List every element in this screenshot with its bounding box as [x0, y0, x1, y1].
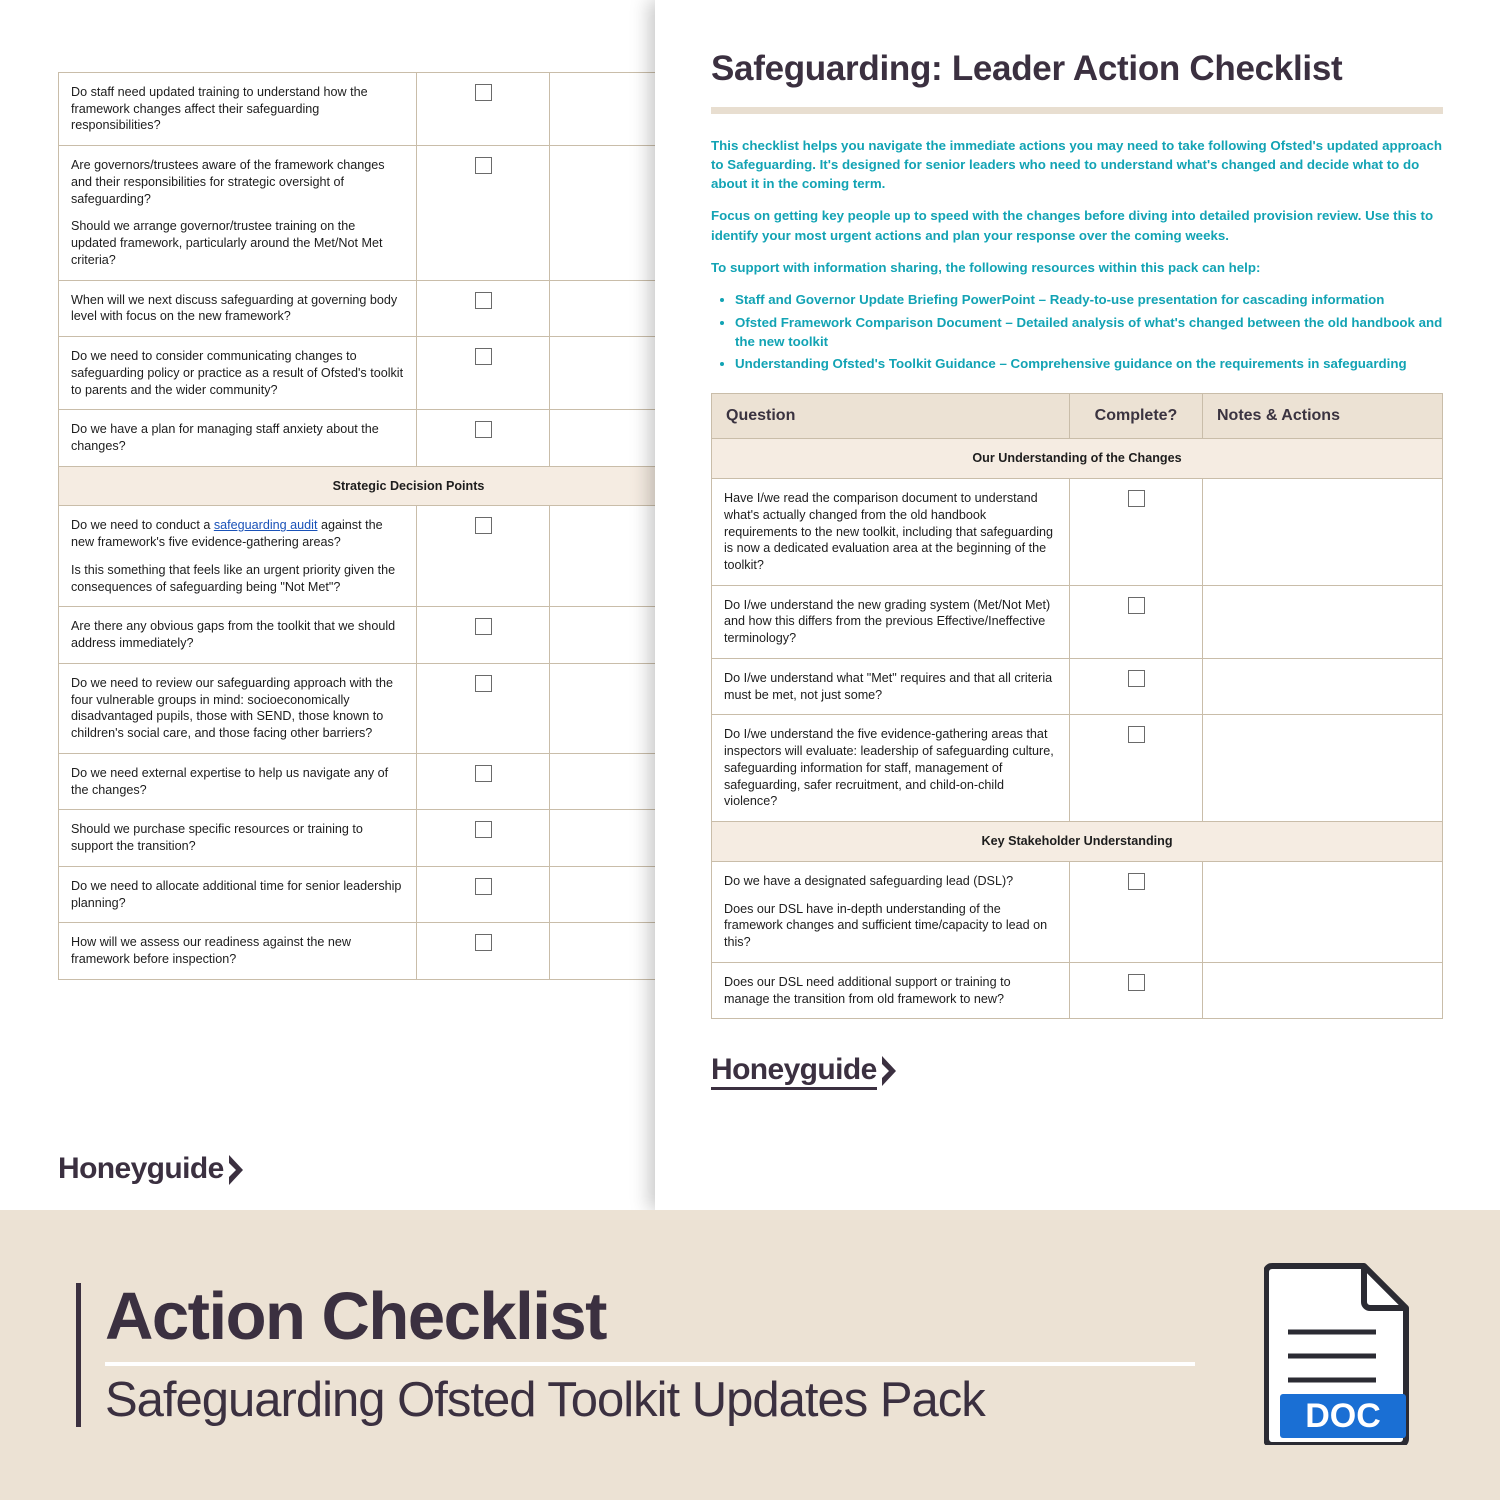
- section-heading: Our Understanding of the Changes: [712, 439, 1443, 479]
- doc-file-icon: [1264, 1260, 1414, 1450]
- logo-underline: [711, 1087, 877, 1090]
- question-cell: Do I/we understand what "Met" requires and that all criteria must be met, not just some?: [712, 658, 1070, 714]
- table-row: [59, 337, 701, 410]
- question-cell: Do we have a designated safeguarding lead (DSL)? Does our DSL have in-depth understanding of the framework changes and sufficient time/capacity to lead on this?: [712, 861, 1070, 962]
- complete-cell[interactable]: [1070, 479, 1203, 586]
- table-row: [59, 810, 701, 866]
- complete-cell[interactable]: [417, 337, 550, 410]
- complete-cell[interactable]: [417, 810, 550, 866]
- notes-cell[interactable]: [1203, 658, 1443, 714]
- complete-cell[interactable]: [1070, 861, 1203, 962]
- question-cell: Do we need external expertise to help us navigate any of the changes?: [59, 753, 417, 809]
- checkbox[interactable]: [475, 878, 492, 895]
- notes-cell[interactable]: [1203, 962, 1443, 1018]
- banner-title: Action Checklist: [105, 1279, 606, 1355]
- question-cell: Should we purchase specific resources or training to support the transition?: [59, 810, 417, 866]
- table-row: [59, 923, 701, 979]
- table-row: [59, 607, 701, 663]
- complete-cell[interactable]: [417, 607, 550, 663]
- intro-paragraph-3: To support with information sharing, the following resources within this pack can help:: [711, 260, 1261, 276]
- question-cell: Do we need to allocate additional time for senior leadership planning?: [59, 866, 417, 922]
- title-divider: [711, 107, 1443, 114]
- complete-cell[interactable]: [417, 146, 550, 280]
- checkbox[interactable]: [475, 675, 492, 692]
- checkbox[interactable]: [475, 292, 492, 309]
- section-heading: Key Stakeholder Understanding: [712, 822, 1443, 862]
- intro-section: [711, 136, 1443, 374]
- complete-cell[interactable]: [417, 866, 550, 922]
- checkbox[interactable]: [1128, 974, 1145, 991]
- table-row: [712, 658, 1443, 714]
- table-row: [59, 280, 701, 336]
- chevron-right-icon: [229, 1155, 243, 1185]
- complete-cell[interactable]: [417, 410, 550, 466]
- question-cell: Are governors/trustees aware of the framework changes and their responsibilities for strategic oversight of safeguarding? Should we arrange governor/trustee training on the updated framework, particularly around the Met/Not Met criteria?: [59, 146, 417, 280]
- list-item: • Understanding Ofsted's Toolkit Guidance – Comprehensive guidance on the requirements in safeguarding: [735, 354, 1443, 373]
- table-row: [712, 585, 1443, 658]
- question-cell: Are there any obvious gaps from the toolkit that we should address immediately?: [59, 607, 417, 663]
- brand-name: Honeyguide: [58, 1152, 224, 1185]
- front-page-content: [711, 48, 1443, 1089]
- table-row: [712, 479, 1443, 586]
- question-cell: Do we need to review our safeguarding approach with the four vulnerable groups in mind: socioeconomically disadvantaged pupils, those with SEND, those known to children's social care, and those facing other barriers?: [59, 663, 417, 753]
- back-page-content: [58, 52, 700, 980]
- table-row: [59, 146, 701, 280]
- notes-cell[interactable]: [1203, 479, 1443, 586]
- table-row: [59, 866, 701, 922]
- notes-cell[interactable]: [1203, 585, 1443, 658]
- question-cell: When will we next discuss safeguarding at governing body level with focus on the new framework?: [59, 280, 417, 336]
- complete-cell[interactable]: [1070, 962, 1203, 1018]
- front-checklist-table: [711, 393, 1443, 1019]
- doc-badge-label: DOC: [1305, 1397, 1381, 1435]
- complete-cell[interactable]: [417, 753, 550, 809]
- section-heading-row: [59, 466, 701, 506]
- section-heading: Strategic Decision Points: [59, 466, 701, 506]
- brand-logo: [711, 1053, 1443, 1089]
- list-item: • Ofsted Framework Comparison Document – Detailed analysis of what's changed between the old handbook and the new toolkit: [735, 313, 1443, 352]
- back-page: [0, 0, 700, 1210]
- checkbox[interactable]: [1128, 597, 1145, 614]
- question-cell: Do we have a plan for managing staff anxiety about the changes?: [59, 410, 417, 466]
- checkbox[interactable]: [1128, 490, 1145, 507]
- back-checklist-table: [58, 72, 700, 980]
- banner-text-block: [76, 1279, 1195, 1428]
- table-row: [59, 753, 701, 809]
- table-row: [59, 410, 701, 466]
- notes-cell[interactable]: [1203, 715, 1443, 822]
- bottom-banner: [0, 1210, 1500, 1500]
- complete-cell[interactable]: [417, 663, 550, 753]
- checkbox[interactable]: [1128, 726, 1145, 743]
- complete-cell[interactable]: [1070, 658, 1203, 714]
- table-row: [712, 962, 1443, 1018]
- front-page: [655, 0, 1500, 1210]
- checkbox[interactable]: [475, 618, 492, 635]
- resources-list: [711, 290, 1443, 373]
- question-cell: Do we need to conduct a safeguarding audit against the new framework's five evidence-gathering areas? Is this something that feels like an urgent priority given the consequences of safeguarding being "Not Met"?: [59, 506, 417, 607]
- page-title: Safeguarding: Leader Action Checklist: [711, 49, 1343, 88]
- column-header-notes: Notes & Actions: [1203, 394, 1443, 439]
- brand-name: [711, 1053, 877, 1089]
- section-heading-row: [712, 439, 1443, 479]
- brand-logo: [58, 1152, 243, 1188]
- question-cell: Do I/we understand the new grading system (Met/Not Met) and how this differs from the previous Effective/Ineffective terminology?: [712, 585, 1070, 658]
- checkbox[interactable]: [475, 157, 492, 174]
- table-row: [59, 506, 701, 607]
- checkbox[interactable]: [1128, 670, 1145, 687]
- complete-cell[interactable]: [1070, 715, 1203, 822]
- list-item: • Staff and Governor Update Briefing PowerPoint – Ready-to-use presentation for cascading information: [735, 290, 1443, 309]
- checkbox[interactable]: [475, 348, 492, 365]
- column-header-question: Question: [712, 394, 1070, 439]
- banner-subtitle: Safeguarding Ofsted Toolkit Updates Pack: [105, 1373, 985, 1428]
- complete-cell[interactable]: [417, 280, 550, 336]
- intro-paragraph-1: This checklist helps you navigate the immediate actions you may need to take following Ofsted's updated approach to Safeguarding. It's designed for senior leaders who need to understand what's changed and decide what to do about it in the coming term.: [711, 137, 1442, 192]
- notes-cell[interactable]: [1203, 861, 1443, 962]
- complete-cell[interactable]: [1070, 585, 1203, 658]
- checkbox[interactable]: [475, 821, 492, 838]
- question-cell: Do I/we understand the five evidence-gathering areas that inspectors will evaluate: leadership of safeguarding culture, safeguarding information for staff, management of safeguarding, safer recruitment, and child-on-child violence?: [712, 715, 1070, 822]
- brand-name-text: Honeyguide: [711, 1053, 877, 1087]
- chevron-right-icon: [882, 1056, 896, 1086]
- complete-cell[interactable]: [417, 73, 550, 146]
- checkbox[interactable]: [475, 84, 492, 101]
- table-row: [59, 73, 701, 146]
- checkbox[interactable]: [475, 517, 492, 534]
- safeguarding-audit-link[interactable]: safeguarding audit: [213, 518, 318, 533]
- section-heading-row: [712, 822, 1443, 862]
- intro-paragraph-2: Focus on getting key people up to speed with the changes before diving into detailed provision review. Use this to identify your most urgent actions and plan your response over the coming weeks.: [711, 208, 1434, 243]
- question-cell: Do we need to consider communicating changes to safeguarding policy or practice as a result of Ofsted's toolkit to parents and the wider community?: [59, 337, 417, 410]
- checkbox[interactable]: [475, 421, 492, 438]
- table-row: [712, 861, 1443, 962]
- checkbox[interactable]: [475, 765, 492, 782]
- question-cell: Do staff need updated training to understand how the framework changes affect their safeguarding responsibilities?: [59, 73, 417, 146]
- table-header-row: [712, 394, 1443, 439]
- complete-cell[interactable]: [417, 506, 550, 607]
- question-cell: Have I/we read the comparison document to understand what's actually changed from the old handbook requirements to the new toolkit, including that safeguarding is now a dedicated evaluation area at the beginning of the toolkit?: [712, 479, 1070, 586]
- question-cell: How will we assess our readiness against the new framework before inspection?: [59, 923, 417, 979]
- question-cell: Does our DSL need additional support or training to manage the transition from old framework to new?: [712, 962, 1070, 1018]
- table-row: [712, 715, 1443, 822]
- banner-divider: [105, 1362, 1195, 1366]
- column-header-complete: Complete?: [1070, 394, 1203, 439]
- checkbox[interactable]: [475, 934, 492, 951]
- complete-cell[interactable]: [417, 923, 550, 979]
- checkbox[interactable]: [1128, 873, 1145, 890]
- table-row: [59, 663, 701, 753]
